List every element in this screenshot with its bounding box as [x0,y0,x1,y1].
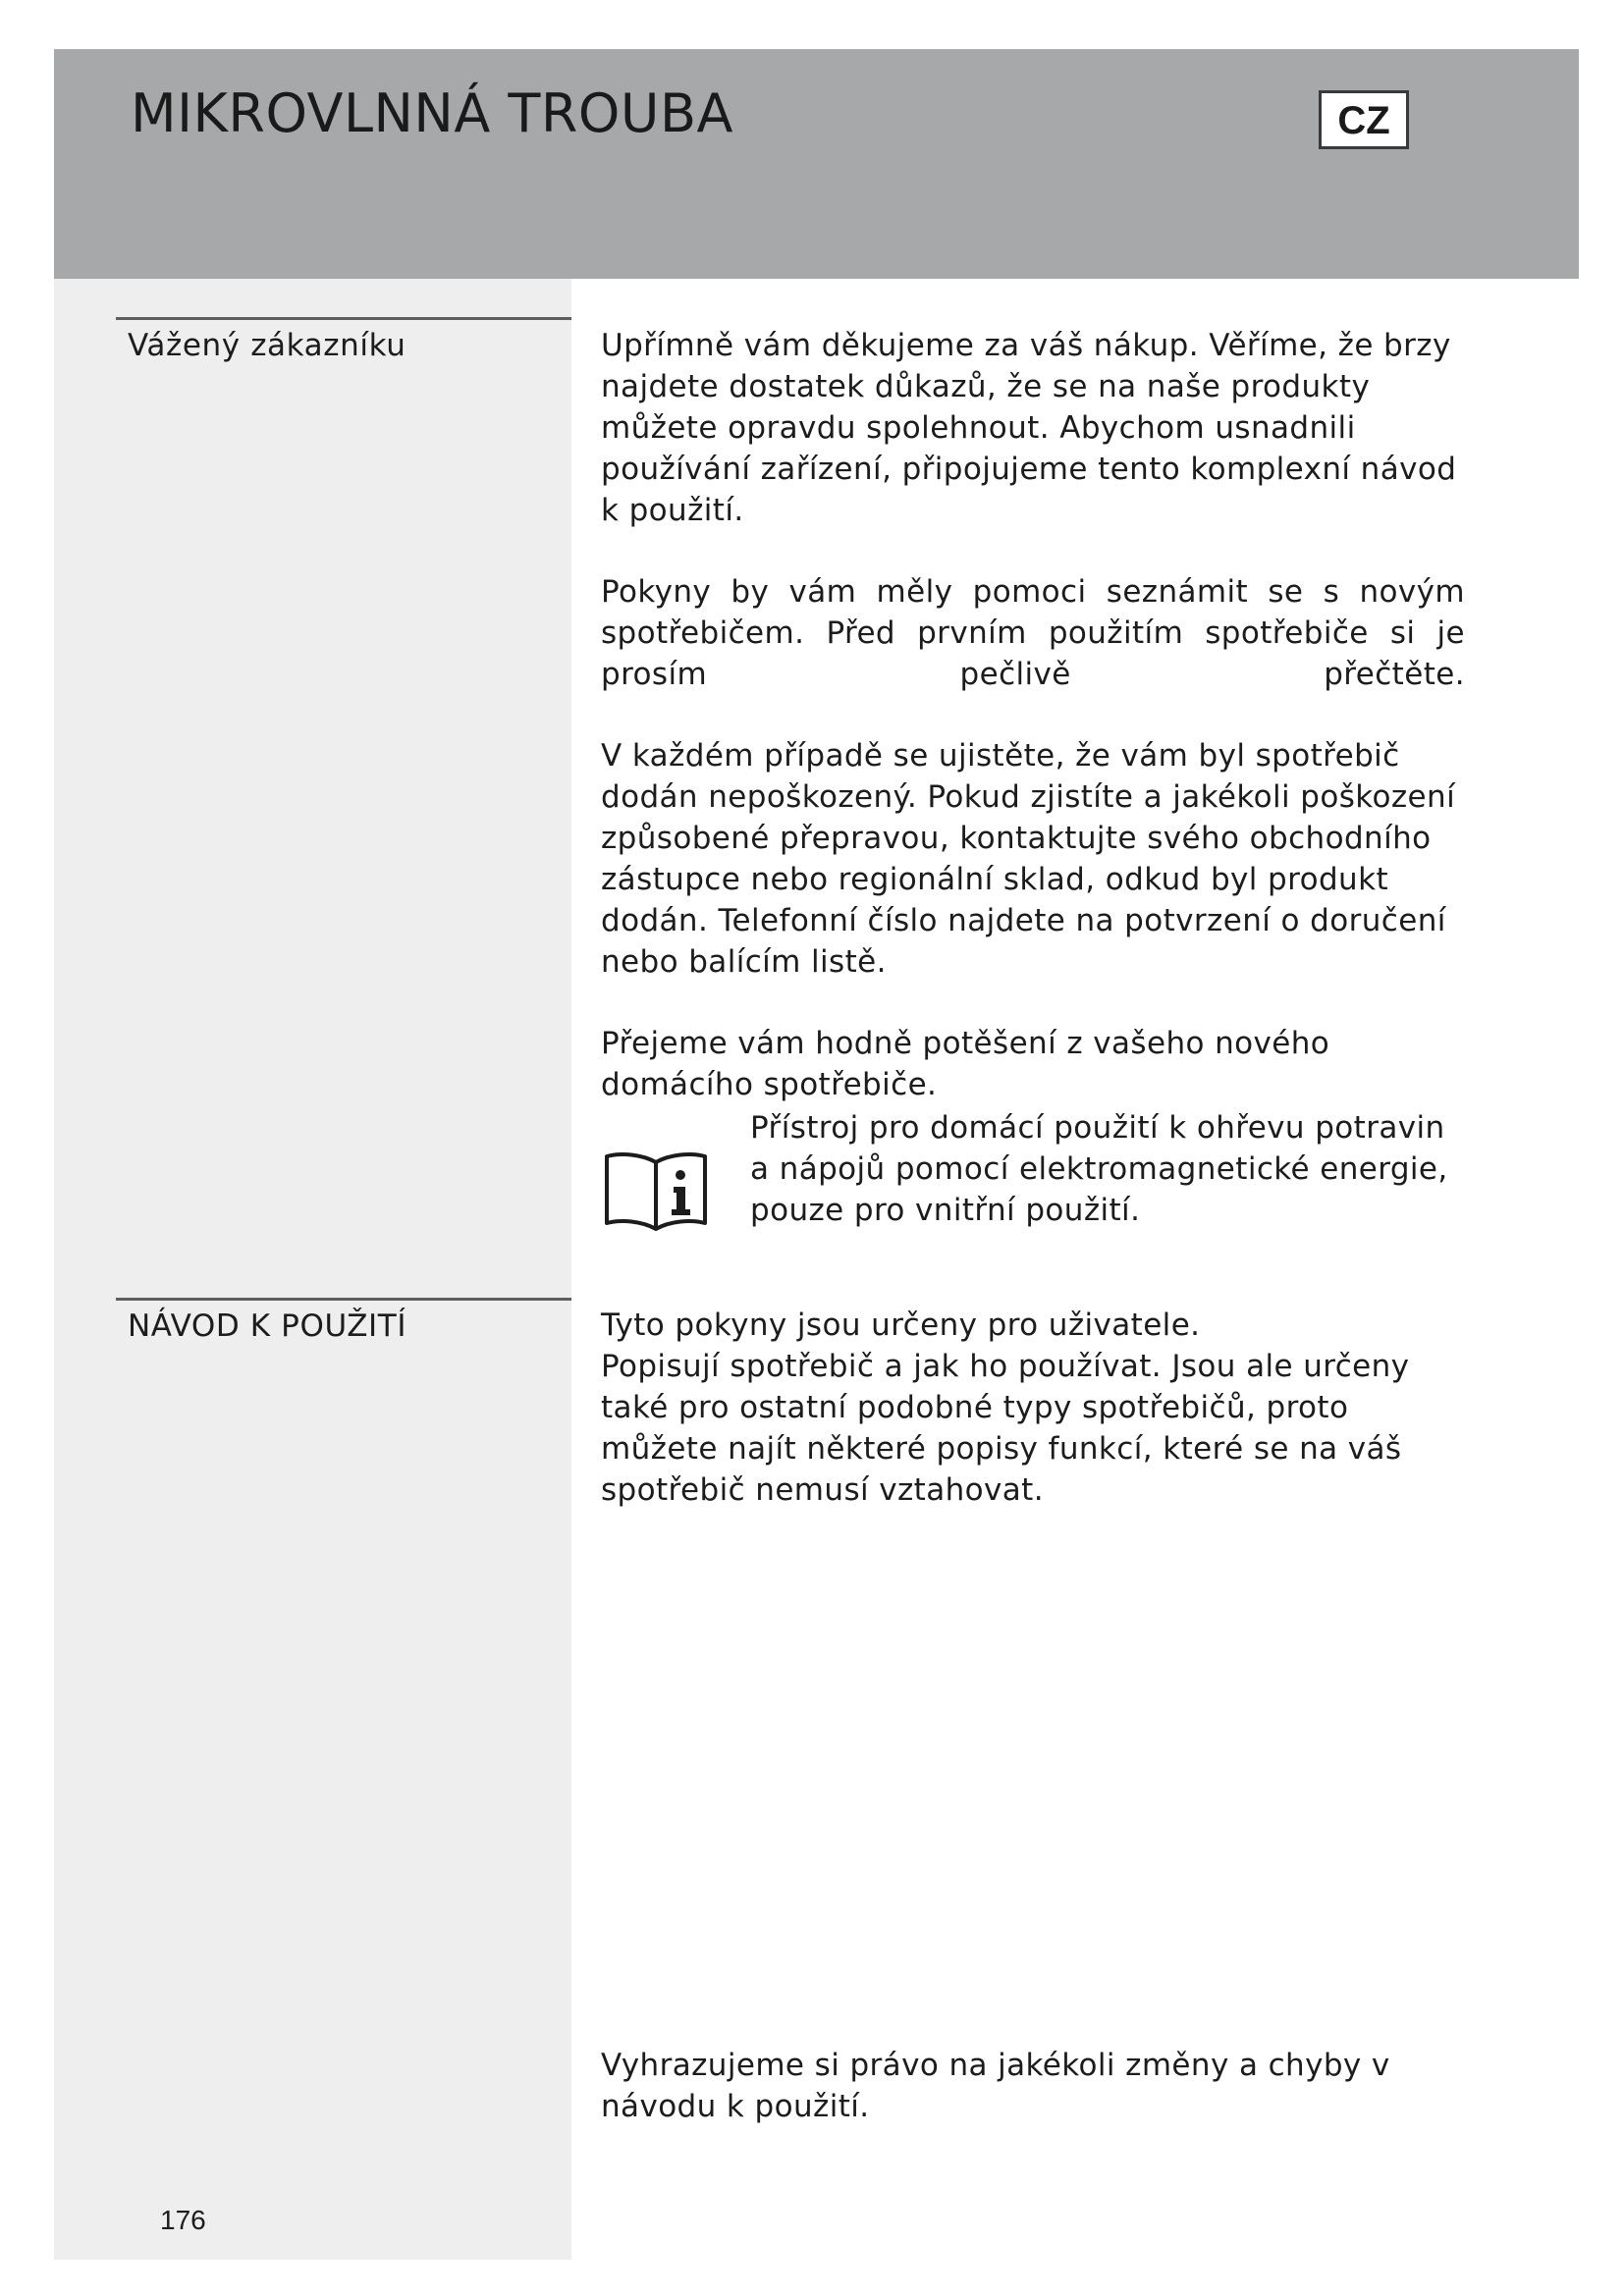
section-label-dear-customer: Vážený zákazníku [128,328,406,363]
section-label-instructions: NÁVOD K POUŽITÍ [128,1308,407,1344]
section-divider [116,1298,571,1301]
info-note [601,1107,1465,1245]
page-title: MIKROVLNNÁ TROUBA [131,82,733,144]
paragraph: V každém případě se ujistěte, že vám byl spotřebič dodán nepoškozený. Pokud zjistíte a jakékoli poškození způsobené přepravou, kontaktujte svého obchodního zástupce nebo regionální sklad, odkud byl produkt dodán. Telefonní číslo najdete na potvrzení o doručení nebo balícím listě. [601,738,1456,980]
paragraph: Popisují spotřebič a jak ho používat. Jsou ale určeny také pro ostatní podobné typy spotřebičů, proto můžete najít některé popisy funkcí, které se na váš spotřebič nemusí vztahovat. [601,1349,1410,1508]
paragraph: Tyto pokyny jsou určeny pro uživatele. [601,1308,1201,1343]
paragraph: Přejeme vám hodně potěšení z vašeho nového domácího spotřebiče. [601,1026,1330,1102]
page-number: 176 [160,2205,206,2235]
section-body-instructions [601,1305,1465,1511]
paragraph: Upřímně vám děkujeme za váš nákup. Věříme, že brzy najdete dostatek důkazů, že se na naše produkty můžete opravdu spolehnout. Abychom usnadnili používání zařízení, připojujeme tento komplexní návod k použití. [601,328,1457,528]
sidebar [54,279,571,2260]
disclaimer: Vyhrazujeme si právo na jakékoli změny a chyby v návodu k použití. [601,2048,1390,2124]
note-text: Přístroj pro domácí použití k ohřevu potravin a nápojů pomocí elektromagnetické energie, pouze pro vnitřní použití. [750,1110,1448,1228]
section-body-dear-customer [601,325,1465,1105]
section-divider [116,317,571,320]
language-badge: CZ [1319,90,1409,149]
manual-info-icon [603,1148,709,1231]
paragraph: Pokyny by vám měly pomoci seznámit se s novým spotřebičem. Před prvním použitím spotřebiče si je prosím pečlivě přečtěte. [601,574,1465,692]
